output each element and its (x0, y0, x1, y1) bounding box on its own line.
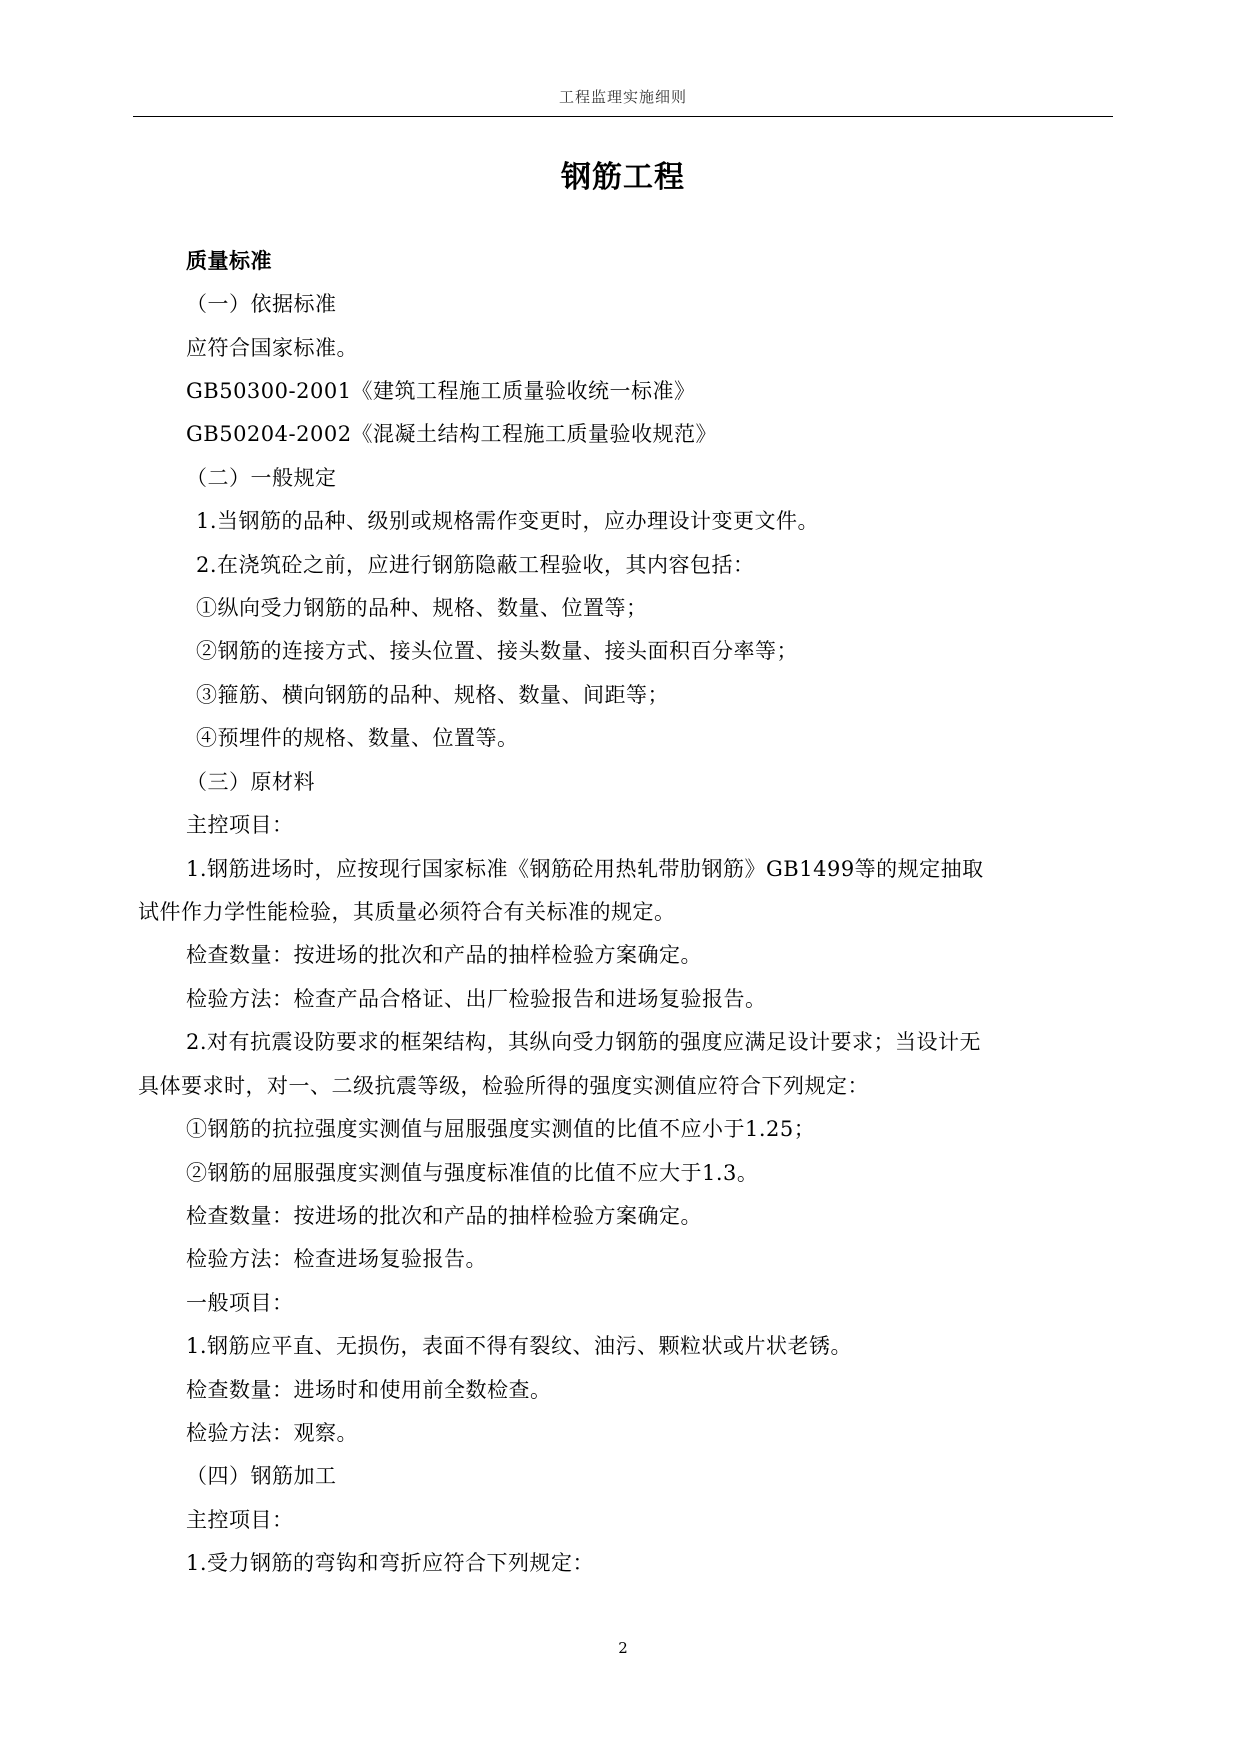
body-text-line: GB50204-2002《混凝土结构工程施工质量验收规范》 (186, 422, 718, 446)
body-text-line: 应符合国家标准。 (186, 336, 358, 360)
body-text-line: 检验方法：检查进场复验报告。 (186, 1247, 487, 1271)
body-text-line: 检查数量：按进场的批次和产品的抽样检验方案确定。 (186, 1204, 702, 1228)
body-text-line: 主控项目： (186, 813, 294, 837)
body-text-line: （一）依据标准 (186, 292, 337, 316)
body-text-line: ①钢筋的抗拉强度实测值与屈服强度实测值的比值不应小于1.25； (186, 1117, 816, 1141)
header-divider (133, 116, 1113, 117)
body-text-line: 检查数量：按进场的批次和产品的抽样检验方案确定。 (186, 943, 702, 967)
document-title: 钢筋工程 (561, 160, 685, 195)
body-text-line: 2.对有抗震设防要求的框架结构，其纵向受力钢筋的强度应满足设计要求；当设计无 (186, 1030, 982, 1054)
body-text-line: 检验方法：观察。 (186, 1421, 358, 1445)
body-text-line: ②钢筋的屈服强度实测值与强度标准值的比值不应大于1.3。 (186, 1161, 759, 1185)
body-text-line: GB50300-2001《建筑工程施工质量验收统一标准》 (186, 379, 696, 403)
body-text-line: 1.当钢筋的品种、级别或规格需作变更时，应办理设计变更文件。 (196, 509, 820, 533)
body-text-line: （二）一般规定 (186, 466, 337, 490)
body-text-line: 主控项目： (186, 1508, 294, 1532)
body-text-line: 2.在浇筑砼之前，应进行钢筋隐蔽工程验收，其内容包括： (196, 553, 755, 577)
body-text-line: 一般项目： (186, 1291, 294, 1315)
section-heading: 质量标准 (186, 249, 272, 273)
body-text-line: 检验方法：检查产品合格证、出厂检验报告和进场复验报告。 (186, 987, 767, 1011)
body-text-line: （三）原材料 (186, 770, 315, 794)
body-text-line: ②钢筋的连接方式、接头位置、接头数量、接头面积百分率等； (196, 639, 798, 663)
body-text-line: ③箍筋、横向钢筋的品种、规格、数量、间距等； (196, 683, 669, 707)
running-header: 工程监理实施细则 (558, 88, 687, 106)
body-text-line: ①纵向受力钢筋的品种、规格、数量、位置等； (196, 596, 648, 620)
page-number: 2 (618, 1639, 628, 1657)
body-text-line: 1.钢筋应平直、无损伤，表面不得有裂纹、油污、颗粒状或片状老锈。 (186, 1334, 853, 1358)
body-text-line: （四）钢筋加工 (186, 1464, 337, 1488)
body-text-line: 检查数量：进场时和使用前全数检查。 (186, 1378, 552, 1402)
body-text-line: ④预埋件的规格、数量、位置等。 (196, 726, 519, 750)
body-text-line: 试件作力学性能检验，其质量必须符合有关标准的规定。 (138, 900, 676, 924)
body-text-line: 1.受力钢筋的弯钩和弯折应符合下列规定： (186, 1551, 595, 1575)
body-text-line: 具体要求时，对一、二级抗震等级，检验所得的强度实测值应符合下列规定： (138, 1074, 869, 1098)
body-text-line: 1.钢筋进场时，应按现行国家标准《钢筋砼用热轧带肋钢筋》GB1499等的规定抽取 (186, 857, 984, 881)
